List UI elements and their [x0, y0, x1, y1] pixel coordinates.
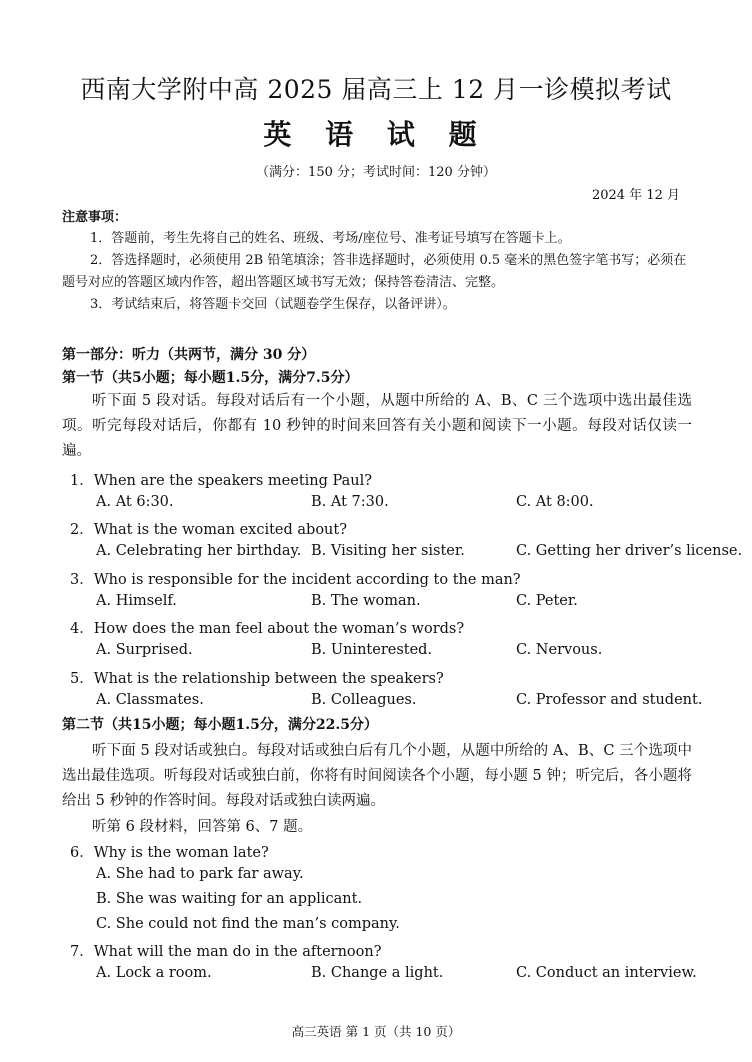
- q1-option-c: C. At 8:00.: [516, 494, 594, 510]
- q2-option-a: A. Celebrating her birthday.: [96, 543, 302, 559]
- subject-title: 英 语 试 题: [263, 118, 489, 151]
- notice-item-2: 2．答选择题时，必须使用 2B 铅笔填涂；答非选择题时，必须使用 0.5 毫米的黑色签字笔书写；必须在题号对应的答题区域内作答，超出答题区域书写无效；保持答卷清洁、完整。: [62, 253, 687, 290]
- q4-option-a: A. Surprised.: [96, 642, 193, 658]
- section1-instructions: 听下面 5 段对话。每段对话后有一个小题，从题中所给的 A、B、C 三个选项中选出最佳选项。听完每段对话后，你都有 10 秒钟的时间来回答有关小题和阅读下一小题。每段对话仅读一遍。: [62, 393, 692, 459]
- section1-heading: 第一节（共5小题；每小题1.5分，满分7.5分）: [62, 370, 359, 386]
- notice-item-3: 3．考试结束后，将答题卡交回（试题卷学生保存，以备评讲）。: [90, 297, 456, 312]
- section2-heading: 第二节（共15小题；每小题1.5分，满分22.5分）: [62, 717, 378, 733]
- exam-meta: （满分：150 分；考试时间：120 分钟）: [256, 165, 496, 180]
- q6-option-c: C. She could not find the man’s company.: [96, 916, 400, 932]
- question-1: 1．When are the speakers meeting Paul?: [70, 473, 373, 489]
- page-footer: 高三英语 第 1 页（共 10 页）: [291, 1024, 461, 1039]
- q1-option-b: B. At 7:30.: [311, 494, 389, 510]
- q1-option-a: A. At 6:30.: [96, 494, 174, 510]
- question-6: 6．Why is the woman late?: [70, 845, 269, 861]
- section2-instructions: 听下面 5 段对话或独白。每段对话或独白后有几个小题，从题中所给的 A、B、C 三个选项中选出最佳选项。听每段对话或独白前，你将有时间阅读各个小题，每小题 5 钟；听完后，各小题将给出 5 秒钟的作答时间。每段对话或独白读两遍。: [62, 743, 692, 809]
- exam-title: 西南大学附中高 2025 届高三上 12 月一诊模拟考试: [80, 75, 672, 104]
- question-3: 3．Who is responsible for the incident according to the man?: [70, 572, 521, 588]
- q4-option-b: B. Uninterested.: [311, 642, 433, 658]
- q7-option-b: B. Change a light.: [311, 965, 444, 981]
- q3-option-b: B. The woman.: [311, 593, 421, 609]
- question-5: 5．What is the relationship between the speakers?: [70, 671, 444, 687]
- q4-option-c: C. Nervous.: [516, 642, 603, 658]
- part1-heading: 第一部分：听力（共两节，满分 30 分）: [62, 347, 316, 363]
- q3-option-a: A. Himself.: [96, 593, 177, 609]
- q5-option-a: A. Classmates.: [96, 692, 204, 708]
- q6-option-b: B. She was waiting for an applicant.: [96, 891, 363, 907]
- q2-option-c: C. Getting her driver’s license.: [516, 543, 743, 559]
- q7-option-a: A. Lock a room.: [96, 965, 212, 981]
- q5-option-b: B. Colleagues.: [311, 692, 417, 708]
- notice-item-1: 1．答题前，考生先将自己的姓名、班级、考场/座位号、准考证号填写在答题卡上。: [90, 231, 571, 246]
- question-7: 7．What will the man do in the afternoon?: [70, 944, 382, 960]
- q2-option-b: B. Visiting her sister.: [311, 543, 465, 559]
- question-4: 4．How does the man feel about the woman’s words?: [70, 621, 465, 637]
- exam-date: 2024 年 12 月: [591, 188, 680, 203]
- notice-heading: 注意事项：: [62, 210, 128, 225]
- q7-option-c: C. Conduct an interview.: [516, 965, 697, 981]
- material-note: 听第 6 段材料，回答第 6、7 题。: [92, 819, 313, 835]
- question-2: 2．What is the woman excited about?: [70, 522, 347, 538]
- q6-option-a: A. She had to park far away.: [96, 866, 304, 882]
- q5-option-c: C. Professor and student.: [516, 692, 703, 708]
- q3-option-c: C. Peter.: [516, 593, 578, 609]
